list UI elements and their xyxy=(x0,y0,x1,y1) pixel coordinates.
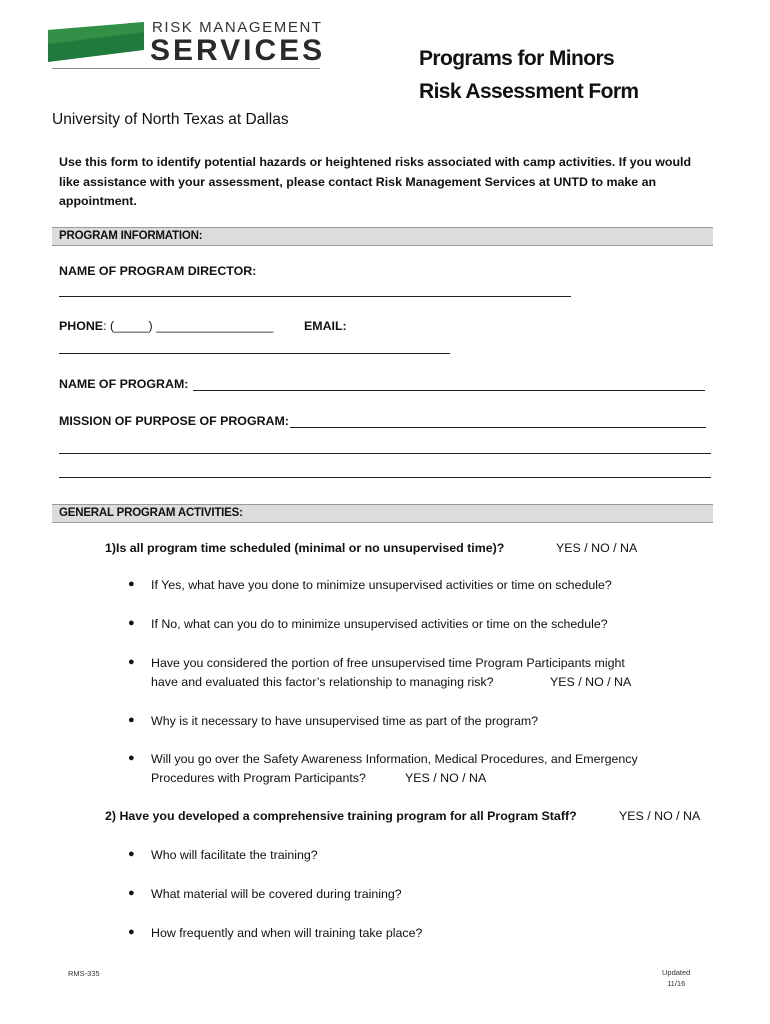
q1-bullet-5-line1: Will you go over the Safety Awareness Information, Medical Procedures, and Emergency xyxy=(151,752,638,766)
bullet-icon: ● xyxy=(128,617,135,629)
bullet-icon: ● xyxy=(128,848,135,860)
program-name-field[interactable] xyxy=(193,390,705,391)
q1-bullet-5-options[interactable]: YES / NO / NA xyxy=(405,771,487,785)
form-code: RMS-335 xyxy=(68,969,100,978)
director-label: NAME OF PROGRAM DIRECTOR: xyxy=(59,264,257,278)
program-name-label: NAME OF PROGRAM: xyxy=(59,377,189,391)
mission-field-line1[interactable] xyxy=(290,427,706,428)
phone-field[interactable] xyxy=(59,319,273,333)
updated-date: 11/16 xyxy=(667,979,686,988)
university-name: University of North Texas at Dallas xyxy=(52,111,289,128)
form-title-line2: Risk Assessment Form xyxy=(419,80,639,103)
question-2: 2) Have you developed a comprehensive training program for all Program Staff? xyxy=(105,809,577,823)
program-info-header xyxy=(52,227,713,246)
updated-stamp xyxy=(662,967,690,989)
q1-bullet-3-line1: Have you considered the portion of free unsupervised time Program Participants might xyxy=(151,656,625,670)
mission-field-line2[interactable] xyxy=(59,453,711,454)
director-field[interactable] xyxy=(59,296,571,297)
bullet-icon: ● xyxy=(128,656,135,668)
logo-divider xyxy=(52,68,320,69)
bullet-icon: ● xyxy=(128,887,135,899)
bullet-icon: ● xyxy=(128,752,135,764)
q2-bullet-2: What material will be covered during training? xyxy=(151,887,402,901)
intro-text: Use this form to identify potential hazards or heightened risks associated with camp activities. If you would like assistance with your assessment, please contact Risk Management Services at UNTD to make an appointment. xyxy=(59,155,692,208)
activities-header xyxy=(52,504,713,523)
q1-bullet-3-options[interactable]: YES / NO / NA xyxy=(550,675,632,689)
question-2-options[interactable]: YES / NO / NA xyxy=(619,809,701,823)
question-1: 1)Is all program time scheduled (minimal or no unsupervised time)? xyxy=(105,541,505,555)
logo-flag-icon xyxy=(48,22,144,62)
activities-header-label: GENERAL PROGRAM ACTIVITIES: xyxy=(59,507,243,519)
q1-bullet-4: Why is it necessary to have unsupervised time as part of the program? xyxy=(151,714,539,728)
q1-bullet-3-line2: have and evaluated this factor’s relationship to managing risk? xyxy=(151,675,494,689)
phone-blank: : (_____) _________________ xyxy=(103,319,274,333)
mission-label: MISSION OF PURPOSE OF PROGRAM: xyxy=(59,414,289,428)
email-label: EMAIL: xyxy=(304,319,347,333)
q1-bullet-1: If Yes, what have you done to minimize unsupervised activities or time on schedule? xyxy=(151,578,612,592)
bullet-icon: ● xyxy=(128,926,135,938)
logo-top-text: RISK MANAGEMENT xyxy=(152,19,323,36)
phone-label: PHONE xyxy=(59,319,104,333)
mission-field-line3[interactable] xyxy=(59,477,711,478)
q1-bullet-5-line2: Procedures with Program Participants? xyxy=(151,771,366,785)
form-title xyxy=(419,42,638,108)
q2-bullet-3: How frequently and when will training take place? xyxy=(151,926,423,940)
question-1-options[interactable]: YES / NO / NA xyxy=(556,541,638,555)
q1-bullet-2: If No, what can you do to minimize unsupervised activities or time on the schedule? xyxy=(151,617,608,631)
bullet-icon: ● xyxy=(128,578,135,590)
program-info-header-label: PROGRAM INFORMATION: xyxy=(59,230,203,242)
form-title-line1: Programs for Minors xyxy=(419,47,615,70)
bullet-icon: ● xyxy=(128,714,135,726)
q2-bullet-1: Who will facilitate the training? xyxy=(151,848,318,862)
updated-label: Updated xyxy=(662,968,691,977)
logo-main-text: SERVICES xyxy=(150,34,326,67)
email-field[interactable] xyxy=(59,353,450,354)
